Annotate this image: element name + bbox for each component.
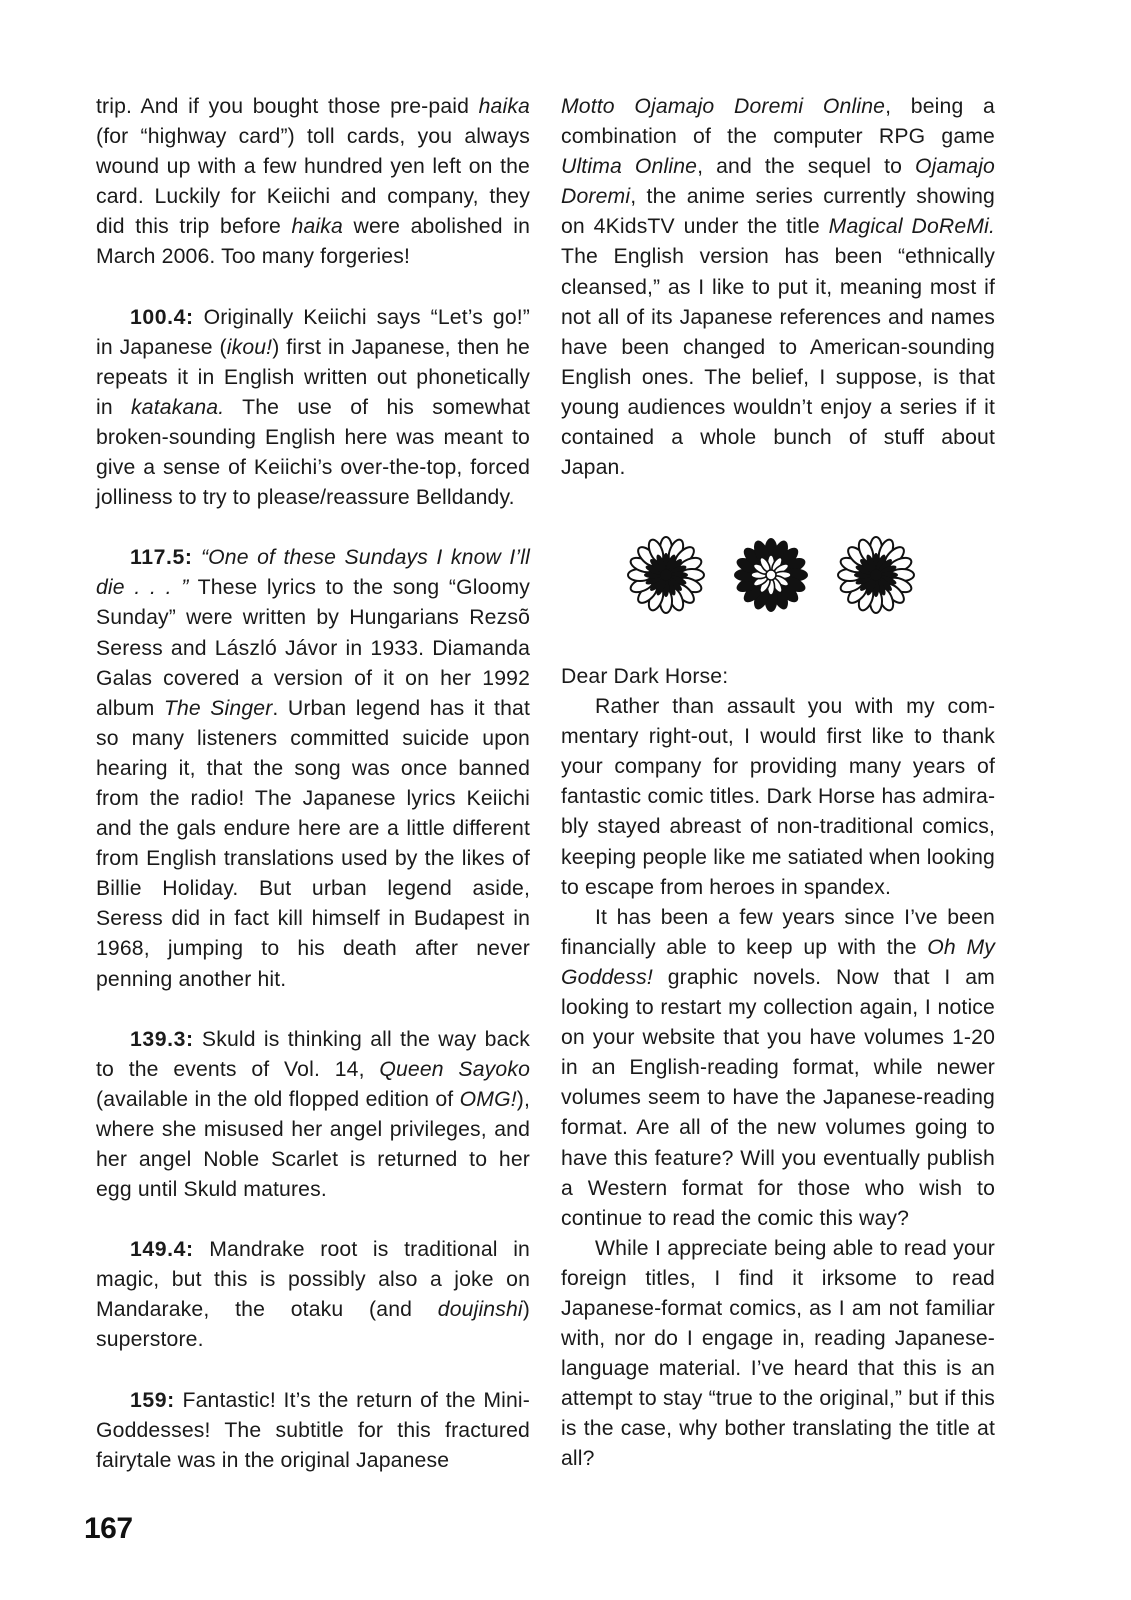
text-run: Originally Keiichi says “Let’s go!” in Japanese ( <box>96 305 530 359</box>
note-reference: 100.4: <box>130 305 194 329</box>
text-run: . Urban legend has it that so many listeners committed suicide upon hearing it, that the song was once banned from the radio! The Japanese lyrics Keiichi and the gals endure here are a little different from English translations used by the likes of Billie Holiday. But urban legend aside, Seress did in fact kill himself in Budapest in 1968, jumping to his death after never penning another hit. <box>96 696 530 991</box>
paragraph-continued <box>96 92 530 273</box>
italic-title: Magical DoReMi. <box>828 215 995 239</box>
italic-title: Ultima Online <box>561 155 698 179</box>
italic-term: ikou! <box>226 335 273 359</box>
text-run: (available in the old flopped edition of <box>96 1087 460 1111</box>
italic-term: haika <box>291 215 343 239</box>
paragraph-continued <box>561 92 995 483</box>
letter-salutation: Dear Dark Horse: <box>561 665 729 688</box>
italic-term: katakana. <box>131 395 225 419</box>
text-run: , and the sequel to <box>697 155 916 179</box>
italic-title: The Singer <box>163 696 273 720</box>
page-number: 167 <box>84 1512 133 1545</box>
italic-quote: “One of these Sundays I know I’ll die . . . ” <box>96 546 530 600</box>
text-run: These lyrics to the song “Gloomy Sunday” were written by Hungarians Rezsõ Seress and László Jávor in 1933. Diamanda Galas covered a version of it on her 1992 album <box>96 576 530 720</box>
left-column <box>96 92 530 1476</box>
letter-paragraph: Rather than assault you with my commentary right-out, I would first like to thank your company for providing many years of fantastic comic titles. Dark Horse has admirably stayed abreast of non-traditional comics, keeping people like me satiated when looking to escape from heroes in spandex. <box>561 695 995 899</box>
note-159 <box>96 1386 530 1476</box>
italic-title: Ojamajo Doremi <box>561 155 995 209</box>
note-100-4 <box>96 303 530 514</box>
right-column <box>561 92 995 483</box>
text-run: It has been a few years since I’ve been financially able to keep up with the <box>561 905 995 959</box>
italic-term: doujinshi <box>437 1298 523 1322</box>
text-run: The English version has been “ethnically cleansed,” as I like to put it, meaning most if not all of its Japanese references and names have been changed to American-sounding English ones. The belief, I suppose, is that young audiences wouldn’t enjoy a series if it contained a whole bunch of stuff about Japan. <box>561 245 995 480</box>
text-run: , the anime series currently showing on 4KidsTV under the title <box>561 185 995 239</box>
note-149-4 <box>96 1235 530 1355</box>
letter-paragraph: While I appreciate being able to read your foreign titles, I find it irksome to read Japanese-format comics, as I am not familiar with, nor do I engage in, reading Japanese-language material. I’ve heard that this is an attempt to stay “true to the original,” but if this is the case, why bother translating the title at all? <box>561 1236 995 1471</box>
note-reference: 139.3: <box>130 1027 194 1051</box>
text-run: ), where she misused her angel privileges, and her angel Noble Scarlet is returned to her egg until Skuld matures. <box>96 1087 530 1202</box>
note-reference: 159: <box>130 1388 175 1412</box>
italic-title: OMG! <box>459 1087 517 1111</box>
text-run: Mandrake root is traditional in magic, but this is possibly also a joke on Mandarake, the otaku (and <box>96 1238 530 1322</box>
text-run: ) superstore. <box>96 1298 530 1352</box>
italic-title: Motto Ojamajo Doremi Online <box>561 95 886 118</box>
text-run: The use of his somewhat broken-sounding English here was meant to give a sense of Keiichi’s over-the-top, forced jolliness to try to please/reassure Belldandy. <box>96 395 531 510</box>
italic-title: Oh My Goddess! <box>561 935 995 989</box>
text-run: , being a combination of the computer RPG game <box>561 95 995 149</box>
chrysanthemum-icon <box>838 537 914 613</box>
text-run: Fantastic! It’s the return of the Mini-Goddesses! The subtitle for this fractured fairytale was in the original Japanese <box>96 1388 530 1472</box>
chrysanthemum-icon <box>628 537 704 613</box>
text-run: (for “highway card”) toll cards, you always wound up with a few hundred yen left on the card. Luckily for Keiichi and company, they did this trip before <box>96 125 530 239</box>
chrysanthemum-icon <box>734 538 808 612</box>
text-run: were abolished in March 2006. Too many forgeries! <box>96 215 531 269</box>
text-run: ) first in Japanese, then he repeats it in English written out phonetically in <box>96 335 530 419</box>
note-139-3 <box>96 1025 530 1206</box>
text-run: Skuld is thinking all the way back to the events of Vol. 14, <box>96 1027 530 1081</box>
ornament-divider <box>625 535 955 615</box>
note-117-5 <box>96 543 530 994</box>
text-run: graphic novels. Now that I am looking to restart my collection again, I notice on your website that you have volumes 1-20 in an English-reading format, while newer volumes seem to have the Japanese-reading format. Are all of the new volumes going to have this feature? Will you eventually publish a Western format for those who wish to continue to read the comic this way? <box>561 965 995 1230</box>
note-reference: 149.4: <box>130 1238 194 1262</box>
text-run: trip. And if you bought those pre-paid <box>96 95 479 118</box>
italic-title: Queen Sayoko <box>379 1057 530 1081</box>
letter-paragraph <box>561 903 995 1234</box>
note-reference: 117.5: <box>130 546 193 570</box>
reader-letter <box>561 662 995 1475</box>
italic-term: haika <box>478 95 530 118</box>
